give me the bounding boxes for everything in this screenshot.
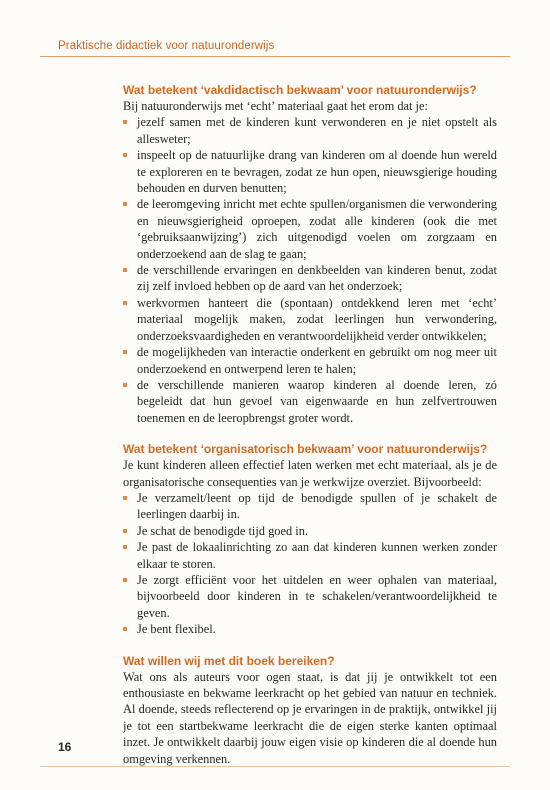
bullet-item: Je bent flexibel.	[123, 621, 497, 637]
bullet-item: de verschillende ervaringen en denkbeelden van kinderen benut, zodat zij zelf invloed hebben op de aard van het onderzoek;	[123, 262, 497, 295]
header-rule	[40, 56, 510, 57]
bullet-list	[123, 114, 497, 426]
bullet-list	[123, 490, 497, 638]
section-heading: Wat willen wij met dit boek bereiken?	[123, 653, 335, 668]
bullet-item: de verschillende manieren waarop kinderen al doende leren, zó begeleidt dat hun gevoel van eigenwaarde en hun zelfvertrouwen toenemen en de leeropbrengst groter wordt.	[123, 377, 497, 426]
section-vakdidactisch	[123, 82, 497, 426]
footer-rule	[40, 766, 510, 767]
section-doel-boek	[123, 653, 497, 767]
bullet-item: Je zorgt efficiënt voor het uitdelen en weer ophalen van materiaal, bijvoorbeeld door kinderen in te schakelen/verantwoordelijkheid te geven.	[123, 572, 497, 621]
bullet-item: Je verzamelt/leent op tijd de benodigde spullen of je schakelt de leerlingen daarbij in.	[123, 490, 497, 523]
bullet-item: Je schat de benodigde tijd goed in.	[123, 523, 497, 539]
section-organisatorisch	[123, 441, 497, 637]
bullet-item: de mogelijkheden van interactie onderkent en gebruikt om nog meer uit onderzoekend en ontwerpend leren te halen;	[123, 344, 497, 377]
bullet-item: inspeelt op de natuurlijke drang van kinderen om al doende hun wereld te exploreren en te bevragen, zodat ze hun open, nieuwsgierige houding behouden en durven benutten;	[123, 147, 497, 196]
section-intro: Bij natuuronderwijs met ‘echt’ materiaal gaat het erom dat je:	[123, 99, 428, 113]
bullet-item: werkvormen hanteert die (spontaan) ontdekkend leren met ‘echt’ materiaal mogelijk maken, zodat leerlingen hun verwondering, onderzoeksvaardigheden en verantwoordelijkheid verder ontwikkelen;	[123, 295, 497, 344]
section-heading: Wat betekent ‘vakdidactisch bekwaam’ voor natuuronderwijs?	[123, 83, 477, 97]
bullet-item: jezelf samen met de kinderen kunt verwonderen en je niet opstelt als allesweter;	[123, 114, 497, 147]
section-intro: Je kunt kinderen alleen effectief laten werken met echt materiaal, als je de organisatorische consequenties van je werkwijze overziet. Bijvoorbeeld:	[123, 458, 497, 489]
bullet-item: de leeromgeving inricht met echte spullen/organismen die verwondering en nieuwsgierigheid oproepen, zodat alle kinderen (ook die met ‘gebruiksaanwijzing’) zich uitgenodigd voelen om zorgzaam en onderzoekend aan de slag te gaan;	[123, 196, 497, 262]
page-body	[123, 82, 497, 782]
bullet-item: Je past de lokaalinrichting zo aan dat kinderen kunnen werken zonder elkaar te storen.	[123, 539, 497, 572]
section-heading: Wat betekent ‘organisatorisch bekwaam’ voor natuuronderwijs?	[123, 442, 488, 457]
running-head: Praktische didactiek voor natuuronderwijs	[58, 40, 275, 52]
section-paragraph: Wat ons als auteurs voor ogen staat, is dat jij je ontwikkelt tot een enthousiaste en bekwame leerkracht op het gebied van natuur en techniek. Al doende, steeds reflecterend op je ervaringen in de praktijk, ontwikkel jij je tot een startbekwame leerkracht die de eigen sterke kanten optimaal inzet. Je ontwikkelt daarbij jouw eigen visie op kinderen die al doende hun omgeving verkennen.	[123, 669, 497, 766]
page-number: 16	[58, 740, 72, 754]
